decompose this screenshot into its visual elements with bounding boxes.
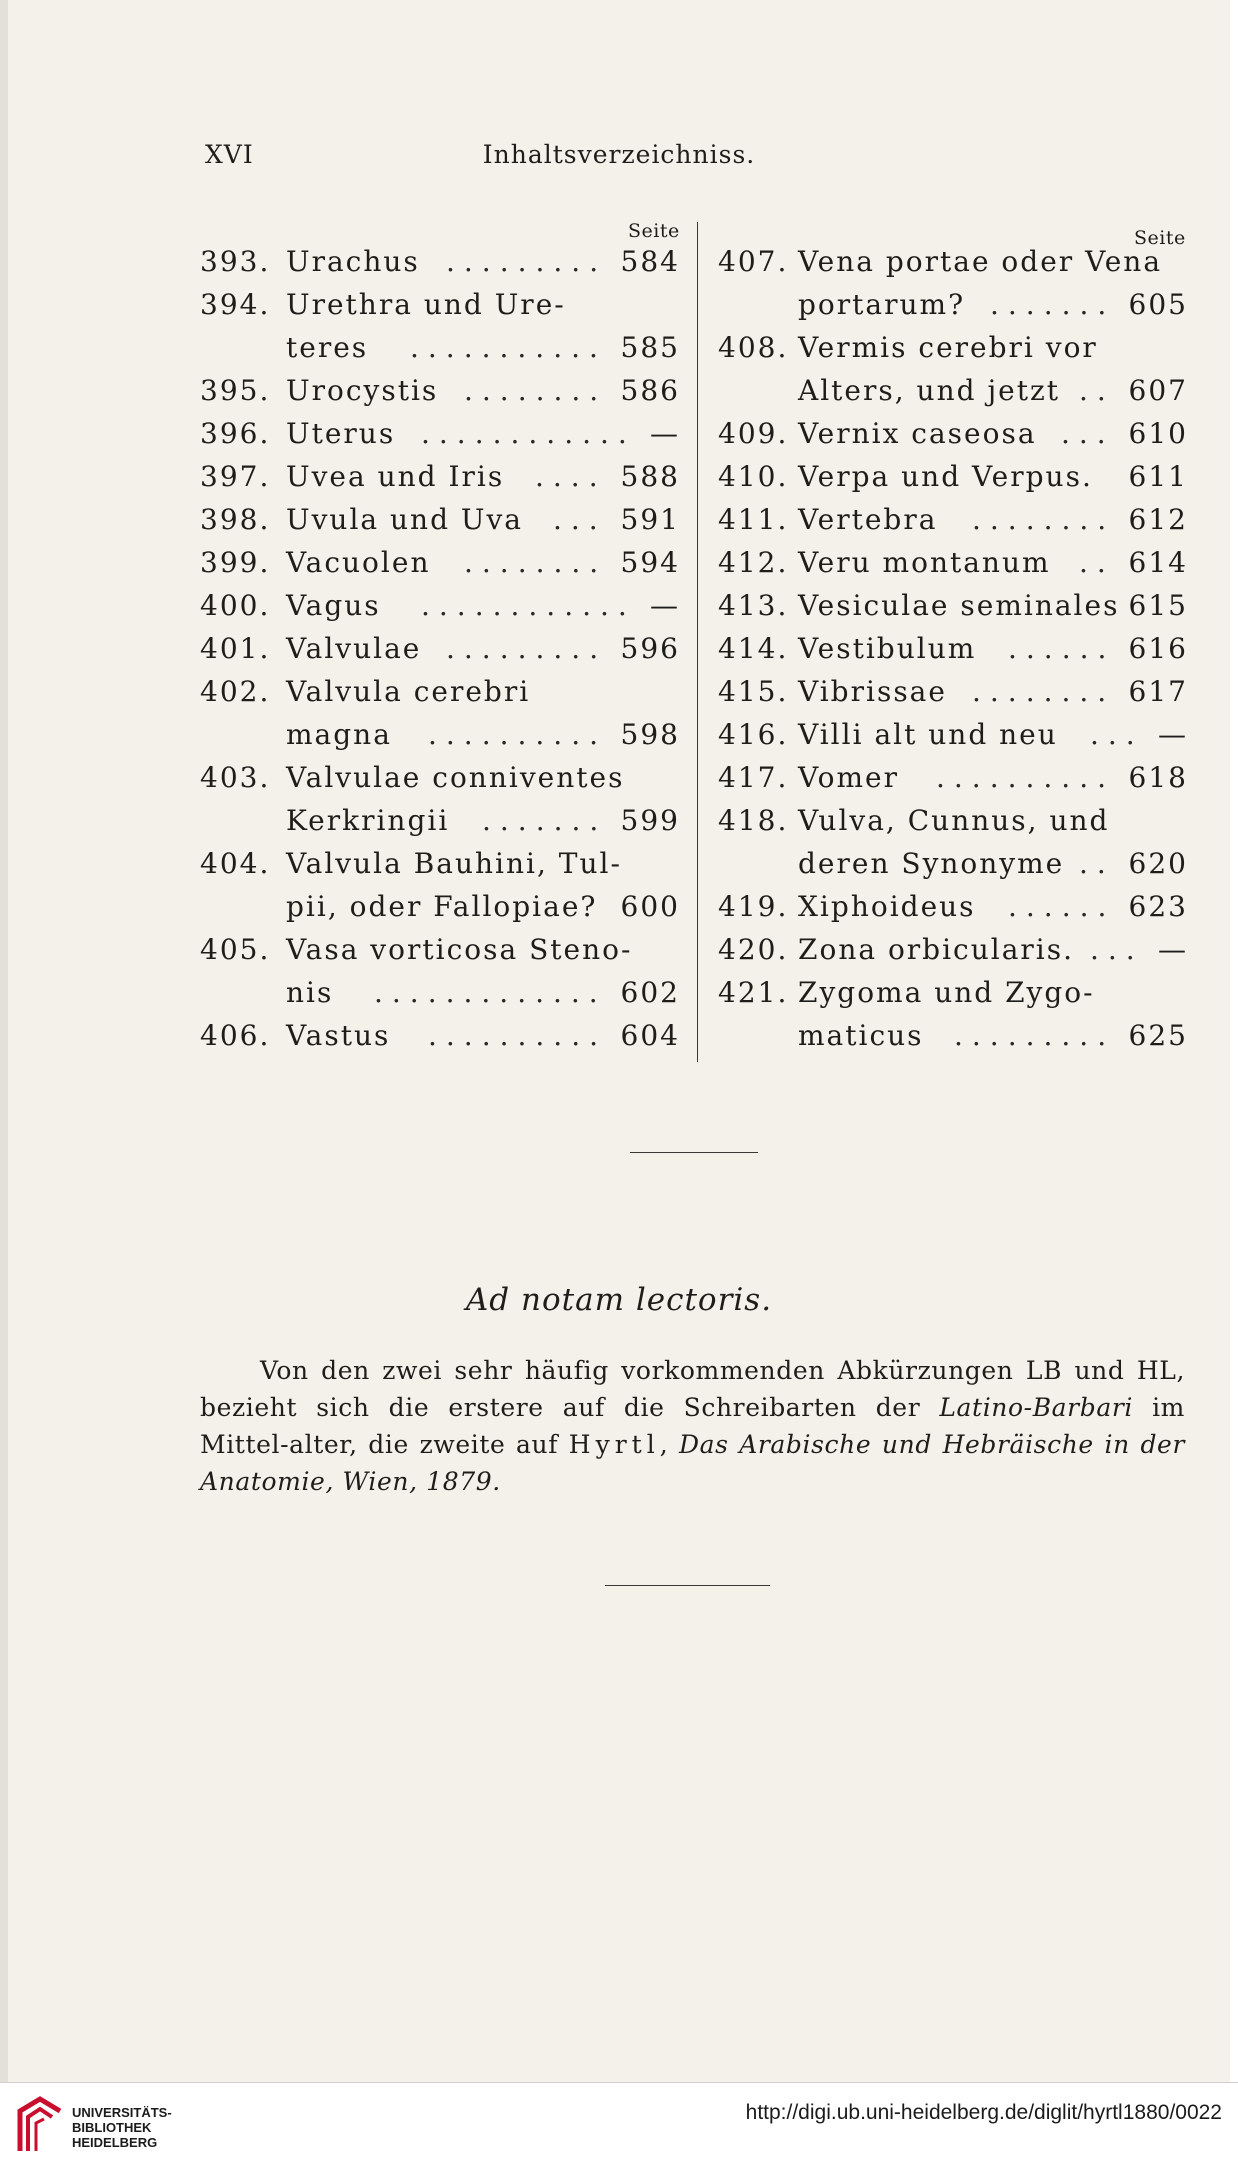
leader-dots: ........... bbox=[410, 331, 607, 364]
entry-term: Villi alt und neu bbox=[798, 718, 1058, 751]
library-name-line: BIBLIOTHEK bbox=[72, 2120, 152, 2135]
leader-dots: ......... bbox=[954, 1019, 1116, 1052]
entry-number: 410. bbox=[718, 460, 789, 493]
entry-page: 596 bbox=[620, 632, 680, 665]
entry-term: Alters, und jetzt bbox=[798, 374, 1060, 407]
entry-number: 394. bbox=[200, 288, 271, 321]
index-entry bbox=[200, 589, 680, 632]
index-entry bbox=[718, 933, 1188, 976]
leader-dots: .. bbox=[1079, 847, 1115, 880]
index-entry bbox=[200, 546, 680, 589]
index-entry bbox=[200, 374, 680, 417]
entry-number: 414. bbox=[718, 632, 789, 665]
entry-page: 611 bbox=[1128, 460, 1188, 493]
leader-dots: ............. bbox=[374, 976, 607, 1009]
index-entry bbox=[718, 245, 1188, 288]
entry-number: 401. bbox=[200, 632, 271, 665]
library-footer bbox=[0, 2082, 1238, 2170]
library-name bbox=[72, 2105, 172, 2150]
entry-term: Kerkringii bbox=[286, 804, 450, 837]
entry-number: 407. bbox=[718, 245, 789, 278]
leader-dots: .......... bbox=[428, 718, 608, 751]
index-entry bbox=[200, 890, 680, 933]
entry-number: 413. bbox=[718, 589, 789, 622]
entry-number: 421. bbox=[718, 976, 789, 1009]
index-entry bbox=[718, 718, 1188, 761]
leader-dots: ....... bbox=[990, 288, 1116, 321]
note-italic-latino: Latino-Barbari bbox=[939, 1393, 1133, 1422]
entry-number: 418. bbox=[718, 804, 789, 837]
seite-label-right: Seite bbox=[1134, 227, 1186, 249]
entry-term: Uvula und Uva bbox=[286, 503, 523, 536]
entry-page: 591 bbox=[620, 503, 680, 536]
entry-term: Urethra und Ure- bbox=[286, 288, 566, 321]
index-entry bbox=[200, 245, 680, 288]
index-entry bbox=[718, 374, 1188, 417]
entry-number: 399. bbox=[200, 546, 271, 579]
entry-page: 604 bbox=[620, 1019, 680, 1052]
leader-dots: ......... bbox=[446, 632, 608, 665]
entry-term: Vestibulum bbox=[798, 632, 977, 665]
entry-term: Zona orbicularis. bbox=[798, 933, 1075, 966]
entry-number: 417. bbox=[718, 761, 789, 794]
entry-page: 615 bbox=[1128, 589, 1188, 622]
note-text-3: , bbox=[659, 1430, 679, 1459]
entry-term: Valvulae bbox=[286, 632, 422, 665]
entry-page: 594 bbox=[620, 546, 680, 579]
index-entry bbox=[200, 460, 680, 503]
entry-term: Uterus bbox=[286, 417, 396, 450]
entry-term: Urachus bbox=[286, 245, 420, 278]
entry-page: — bbox=[650, 589, 680, 622]
leader-dots: ............ bbox=[421, 589, 636, 622]
entry-page: 602 bbox=[620, 976, 680, 1009]
section-rule bbox=[630, 1152, 758, 1153]
index-entry bbox=[200, 976, 680, 1019]
index-entry bbox=[718, 632, 1188, 675]
entry-page: 616 bbox=[1128, 632, 1188, 665]
entry-term: Vagus bbox=[286, 589, 381, 622]
leader-dots: ........ bbox=[972, 675, 1116, 708]
page-edge-shadow bbox=[0, 0, 8, 2082]
entry-term: Vulva, Cunnus, und bbox=[798, 804, 1110, 837]
leader-dots: ............ bbox=[421, 417, 636, 450]
entry-page: 585 bbox=[620, 331, 680, 364]
entry-page: 620 bbox=[1128, 847, 1188, 880]
leader-dots: ......... bbox=[446, 245, 608, 278]
entry-term: Vertebra bbox=[798, 503, 938, 536]
entry-term: Valvula cerebri bbox=[286, 675, 531, 708]
index-column-left bbox=[200, 245, 680, 1062]
entry-term: pii, oder Fallopiae? bbox=[286, 890, 598, 923]
entry-page: 612 bbox=[1128, 503, 1188, 536]
entry-term: Vastus bbox=[286, 1019, 391, 1052]
leader-dots: ...... bbox=[1008, 632, 1116, 665]
index-entry bbox=[200, 288, 680, 331]
entry-page: 599 bbox=[620, 804, 680, 837]
entry-term: Vasa vorticosa Steno- bbox=[286, 933, 633, 966]
index-entry bbox=[718, 804, 1188, 847]
entry-page: 588 bbox=[620, 460, 680, 493]
index-entry bbox=[200, 503, 680, 546]
entry-page: 607 bbox=[1128, 374, 1188, 407]
index-entry bbox=[200, 718, 680, 761]
leader-dots: .... bbox=[535, 460, 607, 493]
entry-number: 408. bbox=[718, 331, 789, 364]
library-name-line: UNIVERSITÄTS- bbox=[72, 2105, 172, 2120]
entry-page: 625 bbox=[1128, 1019, 1188, 1052]
leader-dots: ... bbox=[1090, 933, 1144, 966]
index-entry bbox=[718, 675, 1188, 718]
index-column-right bbox=[718, 245, 1188, 1062]
entry-number: 400. bbox=[200, 589, 271, 622]
note-italic-citation: Das Arabische und Hebräische in der Anatomie, Wien, 1879. bbox=[200, 1430, 1185, 1496]
entry-page: 610 bbox=[1128, 417, 1188, 450]
index-entry bbox=[200, 675, 680, 718]
leader-dots: ........ bbox=[464, 546, 608, 579]
index-entry bbox=[718, 503, 1188, 546]
entry-term: deren Synonyme bbox=[798, 847, 1065, 880]
entry-term: Vesiculae seminales bbox=[798, 589, 1120, 622]
entry-page: 618 bbox=[1128, 761, 1188, 794]
entry-term: Uvea und Iris bbox=[286, 460, 505, 493]
index-entry bbox=[718, 761, 1188, 804]
index-entry bbox=[718, 546, 1188, 589]
entry-number: 412. bbox=[718, 546, 789, 579]
leader-dots: ....... bbox=[482, 804, 608, 837]
index-entry bbox=[200, 417, 680, 460]
entry-number: 405. bbox=[200, 933, 271, 966]
note-text-1: Von den zwei sehr häufig vorkommenden Abkürzungen LB und HL, bezieht sich die erstere auf die Schreibarten der bbox=[200, 1356, 1185, 1422]
closing-rule bbox=[605, 1585, 770, 1586]
index-entry bbox=[718, 331, 1188, 374]
index-entry bbox=[718, 589, 1188, 632]
entry-page: 584 bbox=[620, 245, 680, 278]
index-entry bbox=[200, 804, 680, 847]
index-entry bbox=[718, 847, 1188, 890]
entry-number: 396. bbox=[200, 417, 271, 450]
entry-term: Valvulae conniventes bbox=[286, 761, 625, 794]
index-entry bbox=[718, 1019, 1188, 1062]
leader-dots: ... bbox=[1061, 417, 1115, 450]
entry-number: 393. bbox=[200, 245, 271, 278]
entry-number: 402. bbox=[200, 675, 271, 708]
entry-page: 605 bbox=[1128, 288, 1188, 321]
entry-page: 598 bbox=[620, 718, 680, 751]
index-entry bbox=[718, 890, 1188, 933]
leader-dots: .......... bbox=[936, 761, 1116, 794]
index-entry bbox=[718, 417, 1188, 460]
seite-label-left: Seite bbox=[628, 220, 680, 242]
entry-number: 419. bbox=[718, 890, 789, 923]
page-numeral: XVI bbox=[205, 140, 254, 169]
entry-page: — bbox=[1158, 718, 1188, 751]
entry-term: Vena portae oder Vena bbox=[798, 245, 1163, 278]
leader-dots: .. bbox=[1079, 546, 1115, 579]
index-entry bbox=[200, 1019, 680, 1062]
entry-page: 617 bbox=[1128, 675, 1188, 708]
entry-term: Xiphoideus bbox=[798, 890, 976, 923]
entry-number: 416. bbox=[718, 718, 789, 751]
entry-number: 406. bbox=[200, 1019, 271, 1052]
entry-term: nis bbox=[286, 976, 334, 1009]
column-divider bbox=[697, 222, 698, 1062]
entry-term: Vacuolen bbox=[286, 546, 431, 579]
entry-number: 397. bbox=[200, 460, 271, 493]
index-entry bbox=[200, 632, 680, 675]
entry-term: Veru montanum bbox=[798, 546, 1051, 579]
entry-term: Vomer bbox=[798, 761, 900, 794]
leader-dots: ........ bbox=[972, 503, 1116, 536]
index-entry bbox=[200, 847, 680, 890]
leader-dots: ........ bbox=[464, 374, 608, 407]
library-name-line: HEIDELBERG bbox=[72, 2135, 158, 2150]
entry-page: — bbox=[1158, 933, 1188, 966]
entry-number: 403. bbox=[200, 761, 271, 794]
entry-number: 404. bbox=[200, 847, 271, 880]
leader-dots: ... bbox=[553, 503, 607, 536]
entry-term: Valvula Bauhini, Tul- bbox=[286, 847, 622, 880]
leader-dots: .. bbox=[1079, 374, 1115, 407]
entry-term: Vibrissae bbox=[798, 675, 947, 708]
entry-number: 411. bbox=[718, 503, 789, 536]
permalink-url[interactable]: http://digi.ub.uni-heidelberg.de/diglit/hyrtl1880/0022 bbox=[745, 2101, 1222, 2124]
library-logo-icon bbox=[14, 2093, 66, 2157]
entry-term: portarum? bbox=[798, 288, 966, 321]
entry-page: 623 bbox=[1128, 890, 1188, 923]
index-entry bbox=[718, 460, 1188, 503]
note-author: Hyrtl bbox=[568, 1430, 660, 1459]
entry-number: 415. bbox=[718, 675, 789, 708]
entry-number: 409. bbox=[718, 417, 789, 450]
entry-term: Zygoma und Zygo- bbox=[798, 976, 1095, 1009]
leader-dots: .......... bbox=[428, 1019, 608, 1052]
index-entry bbox=[200, 933, 680, 976]
entry-number: 395. bbox=[200, 374, 271, 407]
entry-number: 420. bbox=[718, 933, 789, 966]
index-entry bbox=[200, 761, 680, 804]
note-title: Ad notam lectoris. bbox=[465, 1282, 773, 1318]
entry-term: maticus bbox=[798, 1019, 924, 1052]
entry-page: — bbox=[650, 417, 680, 450]
entry-page: 600 bbox=[620, 890, 680, 923]
entry-page: 586 bbox=[620, 374, 680, 407]
entry-term: Urocystis bbox=[286, 374, 439, 407]
index-entry bbox=[718, 976, 1188, 1019]
entry-page: 614 bbox=[1128, 546, 1188, 579]
entry-term: Vermis cerebri vor bbox=[798, 331, 1098, 364]
index-entry bbox=[718, 288, 1188, 331]
entry-term: magna bbox=[286, 718, 392, 751]
note-text-2: im Mittel-alter, die zweite auf bbox=[200, 1393, 1185, 1459]
entry-term: teres bbox=[286, 331, 369, 364]
leader-dots: ...... bbox=[1008, 890, 1116, 923]
entry-number: 398. bbox=[200, 503, 271, 536]
entry-term: Vernix caseosa bbox=[798, 417, 1037, 450]
leader-dots: ... bbox=[1090, 718, 1144, 751]
index-entry bbox=[200, 331, 680, 374]
entry-term: Verpa und Verpus. bbox=[798, 460, 1093, 493]
running-title: Inhaltsverzeichniss. bbox=[482, 140, 756, 169]
note-paragraph bbox=[200, 1352, 1185, 1500]
